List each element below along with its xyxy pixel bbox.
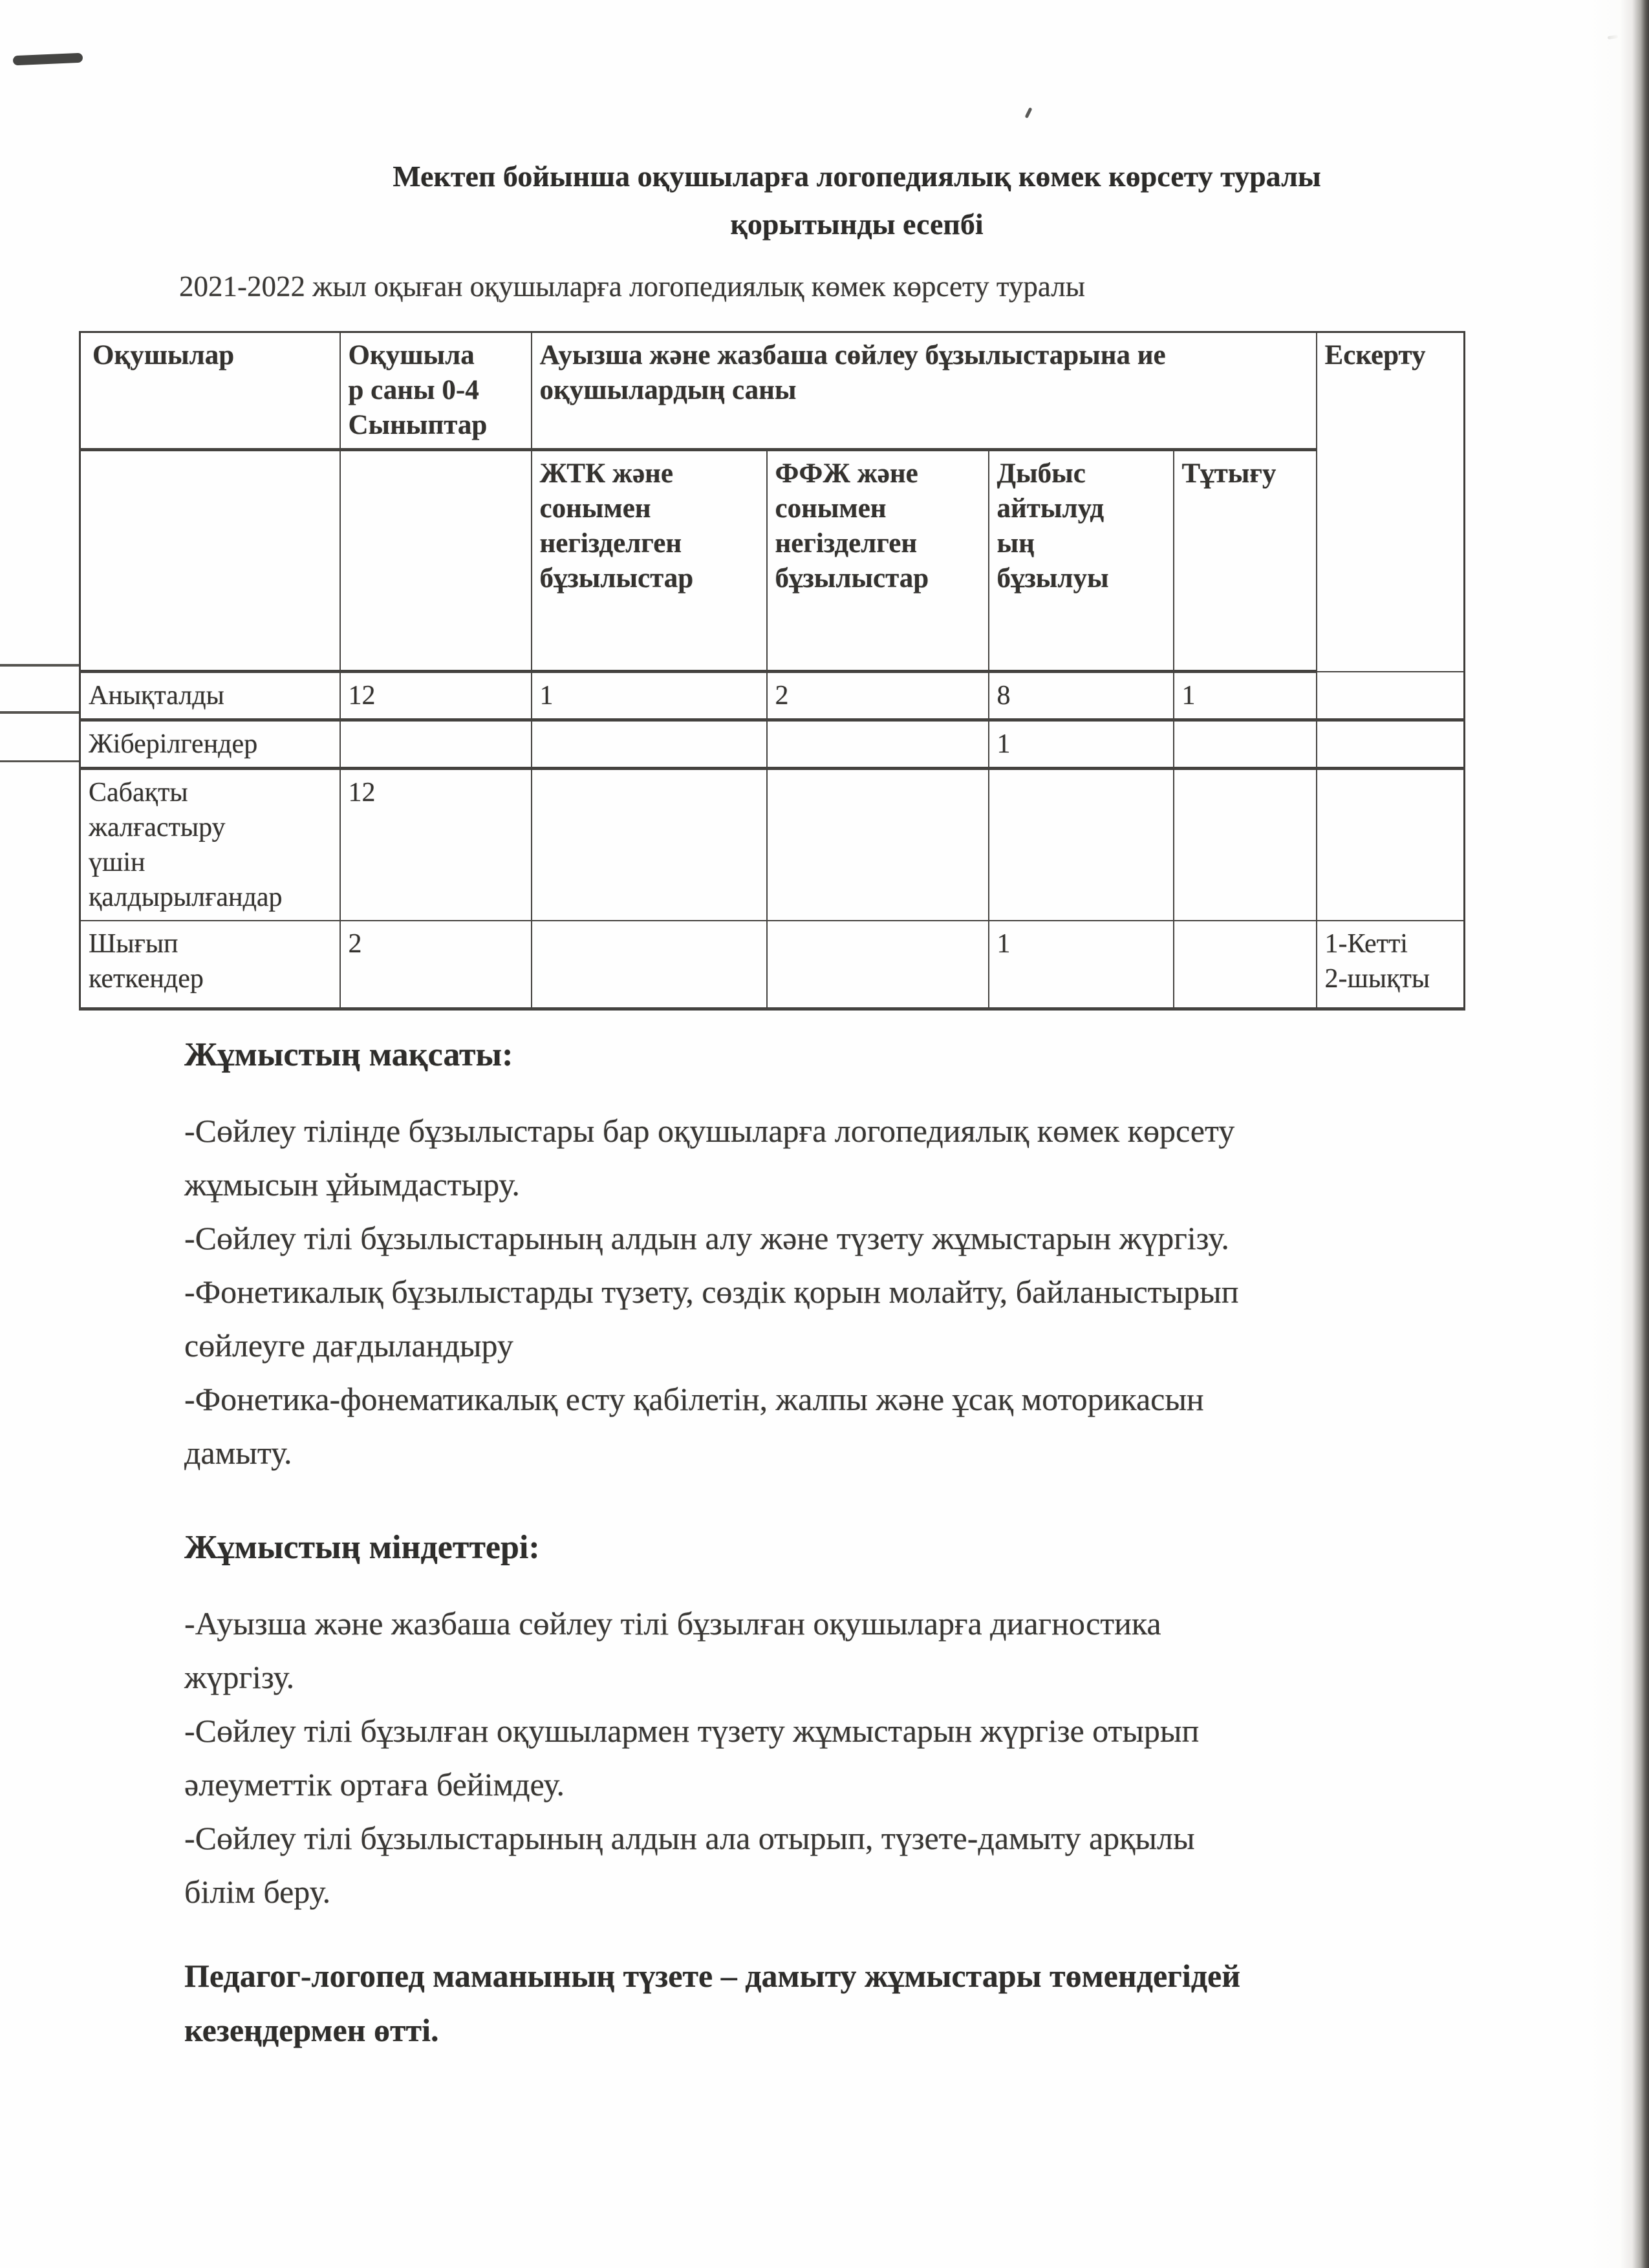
header-ffj-line: ФФЖ және: [775, 458, 918, 489]
header-ffj: [767, 450, 989, 672]
header-count-line: Сыныптар: [348, 410, 488, 440]
cell-value: [1174, 720, 1317, 769]
cell-value: 1: [989, 921, 1174, 1009]
header-group-line: Ауызша және жазбаша сөйлеу бұзылыстарына ие: [539, 340, 1166, 370]
header-group-line: оқушылардың саны: [539, 375, 797, 405]
cell-count: 12: [340, 672, 532, 720]
header-jtk-line: ЖТК және: [539, 458, 674, 489]
table-row-continuing: [80, 769, 1465, 921]
goal-line: сөйлеуге дағдыландыру: [184, 1327, 513, 1364]
row-label-line: жалғастыру: [89, 813, 226, 842]
cell-value: 2: [767, 672, 989, 720]
row-label-line: Сабақты: [89, 778, 188, 808]
header-sound-line: ың: [997, 528, 1035, 559]
row-label-line: үшін: [89, 848, 146, 877]
scan-line-bleed: [0, 664, 79, 667]
empty-cell: [340, 450, 532, 672]
closing-line: Педагог-логопед маманының түзете – дамыту жұмыстары төмендегідей: [184, 1958, 1241, 1994]
header-jtk-line: негізделген: [539, 528, 682, 559]
cell-value: [767, 921, 989, 1009]
row-label-line: кеткендер: [89, 964, 204, 994]
table-row-referred: [80, 720, 1465, 769]
goal-line: дамыту.: [184, 1435, 292, 1471]
cell-count: [340, 720, 532, 769]
goal-line: -Сөйлеу тілі бұзылыстарының алдын алу және түзету жұмыстарын жүргізу.: [184, 1220, 1229, 1256]
document-subtitle: 2021-2022 жыл оқыған оқушыларға логопедиялық көмек көрсету туралы: [179, 270, 1085, 303]
row-label: Жіберілгендер: [80, 720, 340, 769]
cell-value: [767, 769, 989, 921]
closing-line: кезеңдермен өтті.: [184, 2012, 439, 2048]
header-disorders-group: [532, 332, 1317, 450]
cell-value: 1: [1174, 672, 1317, 720]
goal-text: [184, 1104, 1478, 1480]
table-header-row-1: [80, 332, 1465, 450]
table-row-left: [80, 921, 1465, 1009]
cell-value: 1: [532, 672, 767, 720]
scan-line-bleed: [0, 711, 79, 714]
header-jtk: [532, 450, 767, 672]
row-label: [80, 921, 340, 1009]
scan-page-edge-shadow: [1584, 0, 1649, 2268]
tasks-heading: Жұмыстың міндеттері:: [184, 1529, 540, 1566]
cell-value: [1174, 769, 1317, 921]
header-sound-line: бұзылуы: [997, 563, 1109, 594]
header-count-line: Оқушыла: [348, 340, 475, 370]
goal-line: жұмысын ұйымдастыру.: [184, 1166, 520, 1203]
row-label: [80, 769, 340, 921]
header-ffj-line: сонымен: [775, 493, 887, 524]
row-label-line: Шығып: [89, 929, 178, 959]
cell-value: 8: [989, 672, 1174, 720]
table-header-row-2: [80, 450, 1465, 672]
header-student-count: [340, 332, 532, 450]
cell-note: [1317, 672, 1465, 720]
cell-value: [532, 720, 767, 769]
title-line-1: Мектеп бойынша оқушыларға логопедиялық көмек көрсету туралы: [393, 160, 1321, 193]
tasks-line: жүргізу.: [184, 1659, 295, 1695]
header-stutter: Тұтығу: [1174, 450, 1317, 672]
cell-value: [532, 921, 767, 1009]
cell-note-line: 1-Кетті: [1324, 929, 1408, 959]
speech-therapy-summary-table: [79, 331, 1465, 1011]
tasks-line: білім беру.: [184, 1874, 331, 1910]
header-note: Ескерту: [1317, 332, 1465, 672]
cell-value: [532, 769, 767, 921]
header-ffj-line: бұзылыстар: [775, 563, 929, 594]
row-label: Анықталды: [80, 672, 340, 720]
cell-value: 1: [989, 720, 1174, 769]
cell-note: [1317, 720, 1465, 769]
tasks-line: -Сөйлеу тілі бұзылыстарының алдын ала отырып, түзете-дамыту арқылы: [184, 1820, 1195, 1856]
cell-value: [767, 720, 989, 769]
goal-line: -Сөйлеу тілінде бұзылыстары бар оқушыларға логопедиялық көмек көрсету: [184, 1113, 1235, 1149]
goal-line: -Фонетика-фонематикалық есту қабілетін, жалпы және ұсақ моторикасын: [184, 1381, 1204, 1417]
cell-count: 12: [340, 769, 532, 921]
table-row-identified: [80, 672, 1465, 720]
goal-line: -Фонетикалық бұзылыстарды түзету, сөздік қорын молайту, байланыстырып: [184, 1274, 1239, 1310]
header-jtk-line: сонымен: [539, 493, 651, 524]
header-jtk-line: бұзылыстар: [539, 563, 694, 594]
tasks-line: -Сөйлеу тілі бұзылған оқушылармен түзету жұмыстарын жүргізе отырып: [184, 1713, 1200, 1749]
tasks-text: [184, 1597, 1478, 1919]
row-label-line: қалдырылғандар: [89, 883, 283, 912]
header-ffj-line: негізделген: [775, 528, 918, 559]
header-students: Оқушылар: [80, 332, 340, 450]
cell-value: [989, 769, 1174, 921]
header-sound: [989, 450, 1174, 672]
empty-cell: [80, 450, 340, 672]
title-line-2: қорытынды есепбі: [730, 208, 984, 241]
tasks-line: -Ауызша және жазбаша сөйлеу тілі бұзылған оқушыларға диагностика: [184, 1605, 1161, 1642]
cell-count: 2: [340, 921, 532, 1009]
scan-artifact-mark: [13, 53, 83, 66]
header-count-line: р саны 0-4: [348, 375, 479, 405]
scan-speck: [1025, 107, 1033, 118]
cell-note-line: 2-шықты: [1324, 964, 1430, 994]
header-sound-line: айтылуд: [997, 493, 1105, 524]
header-sound-line: Дыбыс: [997, 458, 1086, 489]
cell-value: [1174, 921, 1317, 1009]
cell-note: [1317, 921, 1465, 1009]
cell-note: [1317, 769, 1465, 921]
document-title: [194, 153, 1520, 248]
goal-heading: Жұмыстың мақсаты:: [184, 1036, 513, 1073]
closing-statement: [184, 1949, 1478, 2057]
tasks-line: әлеуметтік ортаға бейімдеу.: [184, 1766, 565, 1803]
scan-line-bleed: [0, 760, 79, 762]
